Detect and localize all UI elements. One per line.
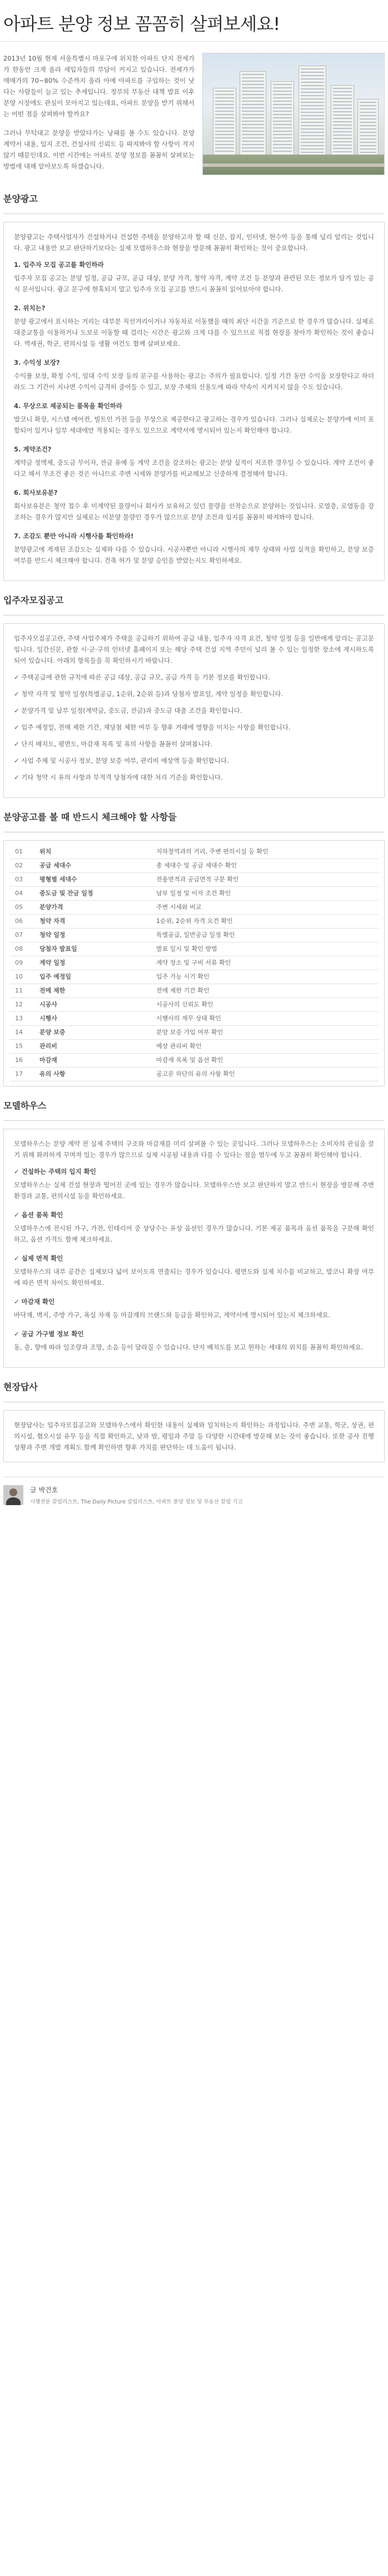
row-item: 위치 bbox=[34, 845, 151, 859]
intro-paragraph: 2013년 10월 현재 서울특별시 마포구에 위치한 아파트 단지 전세가가 한동안 크게 올라 세입자들의 부담이 커지고 있습니다. 전세가가 매매가의 70~80% 수준까지 올라 아예 아파트를 구입하는 것이 낫다는 사람들이 늘고 있는 추세입니다. 정부의 부동산 대책 발표 이후 분양 시장에도 관심이 모아지고 있는데요, 아파트 분양을 받기 위해서는 어떤 점을 살펴봐야 할까요? bbox=[3, 54, 195, 118]
section-notice bbox=[3, 593, 385, 798]
list-item: ✓ 청약 자격 및 청약 일정(특별공급, 1순위, 2순위 등)과 당첨자 발표일, 계약 일정을 확인합니다. bbox=[14, 690, 283, 698]
table-row bbox=[9, 1040, 379, 1054]
table-row bbox=[9, 970, 379, 984]
row-number: 15 bbox=[9, 1040, 34, 1054]
answer-text: 회사보유분은 청약 접수 후 미계약된 물량이나 회사가 보유하고 있던 물량을 선착순으로 분양하는 것입니다. 로열층, 로열동을 강조하는 경우가 많지만 실제로는 미분양 물량인 경우가 많으므로 분양 조건과 입지를 꼼꼼히 따져봐야 합니다. bbox=[14, 502, 374, 521]
author-bio: 시행전문 칼럼리스트, The Daily Picture 칼럼리스트, 아파트 분양 정보 및 부동산 칼럼 기고 bbox=[30, 1499, 243, 1505]
row-desc: 납부 일정 및 이자 조건 확인 bbox=[151, 887, 379, 901]
section-lead: 입주자모집공고란, 주택 사업주체가 주택을 공급하기 위하여 공급 내용, 입주자 자격 요건, 청약 일정 등을 일반에게 알리는 공고문입니다. 일간신문, 관할 시·군·구의 인터넷 홈페이지 또는 해당 주택 건설 지역 주민이 널리 볼 수 있는 일정한 장소에 게시하도록 되어 있습니다. 아래의 항목들을 꼭 확인하시기 바랍니다. bbox=[14, 634, 374, 664]
apartment-photo bbox=[202, 53, 385, 175]
list-item: ✓ 단지 배치도, 평면도, 마감재 목록 및 유의 사항을 꼼꼼히 살펴봅니다. bbox=[14, 740, 213, 748]
question-heading: ✓ 공급 가구별 정보 확인 bbox=[14, 1330, 84, 1338]
question-heading: ✓ 옵션 품목 확인 bbox=[14, 1211, 63, 1219]
row-item: 시행사 bbox=[34, 1012, 151, 1026]
answer-text: 바닥재, 벽지, 주방 가구, 욕실 자재 등 마감재의 브랜드와 등급을 확인하고, 계약서에 명시되어 있는지 체크하세요. bbox=[14, 1311, 331, 1319]
question-heading: 2. 위치는? bbox=[14, 304, 46, 312]
row-desc: 계약 장소 및 구비 서류 확인 bbox=[151, 956, 379, 970]
table-row bbox=[9, 984, 379, 998]
section-title: 현장답사 bbox=[3, 1382, 38, 1392]
author-box bbox=[3, 1477, 385, 1506]
section-box bbox=[3, 623, 385, 798]
table-row bbox=[9, 873, 379, 887]
row-item: 중도금 및 잔금 일정 bbox=[34, 887, 151, 901]
table-row bbox=[9, 1068, 379, 1081]
row-item: 시공사 bbox=[34, 998, 151, 1012]
table-row bbox=[9, 887, 379, 901]
row-number: 16 bbox=[9, 1054, 34, 1068]
section-model-house bbox=[3, 1099, 385, 1368]
table-row bbox=[9, 901, 379, 915]
answer-text: 모델하우스는 실제 건설 현장과 떨어진 곳에 있는 경우가 많습니다. 모델하우스만 보고 판단하지 말고 반드시 현장을 방문해 주변 환경과 교통, 편의시설 등을 확인하세요. bbox=[14, 1181, 374, 1200]
row-number: 13 bbox=[9, 1012, 34, 1026]
question-heading: 3. 수익성 보장? bbox=[14, 359, 60, 366]
section-lead: 모델하우스는 분양 계약 전 실제 주택의 구조와 마감재를 미리 살펴볼 수 있는 곳입니다. 그러나 모델하우스는 소비자의 관심을 끌기 위해 화려하게 꾸며져 있는 경우가 많으므로 실제 시공될 내용과 다를 수 있다는 점을 염두에 두고 꼼꼼히 확인해야 합니다. bbox=[14, 1140, 374, 1159]
row-item: 당첨자 발표일 bbox=[34, 942, 151, 956]
question-heading: 1. 입주자 모집 공고를 확인하라 bbox=[14, 261, 104, 269]
row-number: 05 bbox=[9, 901, 34, 915]
row-desc: 특별공급, 일반공급 일정 확인 bbox=[151, 929, 379, 942]
table-row bbox=[9, 1054, 379, 1068]
intro bbox=[0, 53, 388, 180]
question-heading: ✓ 건설하는 주택의 입지 확인 bbox=[14, 1168, 96, 1175]
question-heading: ✓ 실제 면적 확인 bbox=[14, 1254, 63, 1262]
row-item: 청약 자격 bbox=[34, 915, 151, 929]
answer-text: 계약금 정액제, 중도금 무이자, 잔금 유예 등 계약 조건을 강조하는 광고는 분양 실적이 저조한 경우일 수 있습니다. 계약 조건이 좋다고 해서 무조건 좋은 것은 아니므로 주변 시세와 분양가를 비교해보고 신중하게 결정해야 합니다. bbox=[14, 459, 374, 478]
row-number: 10 bbox=[9, 970, 34, 984]
row-item: 전매 제한 bbox=[34, 984, 151, 998]
row-number: 17 bbox=[9, 1068, 34, 1081]
row-desc: 발표 일시 및 확인 방법 bbox=[151, 942, 379, 956]
answer-text: 동, 층, 향에 따라 일조량과 조망, 소음 등이 달라질 수 있습니다. 단지 배치도를 보고 원하는 세대의 위치를 꼼꼼히 확인하세요. bbox=[14, 1343, 364, 1351]
row-desc: 시행사의 재무 상태 확인 bbox=[151, 1012, 379, 1026]
answer-text: 모델하우스에 전시된 가구, 가전, 인테리어 중 상당수는 유상 옵션인 경우가 많습니다. 기본 제공 품목과 옵션 품목을 구분해 확인하고, 옵션 가격도 함께 체크하세요. bbox=[14, 1224, 374, 1243]
section-lead: 현장답사는 입주자모집공고와 모델하우스에서 확인한 내용이 실제와 일치하는지 확인하는 과정입니다. 주변 교통, 학군, 상권, 편의시설, 혐오시설 유무 등을 직접 확인하고, 낮과 밤, 평일과 주말 등 다양한 시간대에 방문해 보는 것이 좋습니다. 또한 공사 진행 상황과 주변 개발 계획도 함께 확인하면 향후 가치를 판단하는 데 도움이 됩니다. bbox=[14, 1421, 374, 1451]
list-item: ✓ 기타 청약 시 유의 사항과 부적격 당첨자에 대한 처리 기준을 확인합니다. bbox=[14, 773, 223, 781]
section-box bbox=[3, 840, 385, 1086]
row-item: 관리비 bbox=[34, 1040, 151, 1054]
question-heading: 5. 계약조건? bbox=[14, 445, 52, 453]
row-desc: 예상 관리비 확인 bbox=[151, 1040, 379, 1054]
row-number: 14 bbox=[9, 1026, 34, 1040]
row-item: 계약 일정 bbox=[34, 956, 151, 970]
table-row bbox=[9, 1026, 379, 1040]
title-divider bbox=[0, 41, 388, 42]
question-heading: 7. 조감도 뿐만 아니라 시행사를 확인하라! bbox=[14, 532, 134, 540]
row-item: 분양가격 bbox=[34, 901, 151, 915]
list-item: ✓ 사업 주체 및 시공사 정보, 분양 보증 여부, 관리비 예상액 등을 확인합니다. bbox=[14, 757, 229, 765]
list-item: ✓ 입주 예정일, 전매 제한 기간, 재당첨 제한 여부 등 향후 거래에 영향을 미치는 사항을 확인합니다. bbox=[14, 723, 291, 731]
page-title: 아파트 분양 정보 꼼꼼히 살펴보세요! bbox=[3, 13, 280, 34]
section-title: 분양광고 bbox=[3, 193, 38, 204]
row-number: 07 bbox=[9, 929, 34, 942]
row-desc: 1순위, 2순위 자격 요건 확인 bbox=[151, 915, 379, 929]
question-heading: 6. 회사보유분? bbox=[14, 489, 58, 497]
answer-text: 발코니 확장, 시스템 에어컨, 빌트인 가전 등을 무상으로 제공한다고 광고하는 경우가 있습니다. 그러나 실제로는 분양가에 이미 포함되어 있거나 일부 세대에만 적용되는 경우도 있으므로 계약서에 명시되어 있는지 확인해야 합니다. bbox=[14, 415, 374, 434]
section-lead: 분양광고는 주택사업자가 건설하거나 건설한 주택을 분양하고자 할 때 신문, 잡지, 인터넷, 현수막 등을 통해 널리 알리는 것입니다. 광고 내용만 보고 판단하기보다는 실제 모델하우스와 현장을 방문해 꼼꼼히 확인하는 것이 중요합니다. bbox=[14, 233, 374, 252]
row-desc: 공고문 하단의 유의 사항 확인 bbox=[151, 1068, 379, 1081]
table-row bbox=[9, 1012, 379, 1026]
section-box bbox=[3, 222, 385, 581]
row-item: 공급 세대수 bbox=[34, 859, 151, 873]
row-number: 06 bbox=[9, 915, 34, 929]
section-divider bbox=[3, 1120, 385, 1121]
row-number: 03 bbox=[9, 873, 34, 887]
intro-paragraph: 그러나 무턱대고 분양을 받았다가는 낭패를 볼 수도 있습니다. 분양 계약서 내용, 입지 조건, 건설사의 신뢰도 등 따져봐야 할 사항이 적지 않기 때문인데요. 이번 시간에는 아파트 분양 정보를 꼼꼼히 살펴보는 방법에 대해 알아보도록 하겠습니다. bbox=[3, 129, 195, 170]
answer-text: 분양광고에 게재된 조감도는 실제와 다를 수 있습니다. 시공사뿐만 아니라 시행사의 재무 상태와 사업 실적을 확인하고, 분양 보증 여부를 반드시 체크해야 합니다. 건축 허가 및 분양 승인을 받았는지도 확인하세요. bbox=[14, 545, 374, 564]
answer-text: 모델하우스의 내부 공간은 실제보다 넓어 보이도록 연출되는 경우가 있습니다. 평면도와 실제 치수를 비교하고, 발코니 확장 여부에 따른 면적 차이도 확인하세요. bbox=[14, 1268, 374, 1287]
row-number: 09 bbox=[9, 956, 34, 970]
row-number: 08 bbox=[9, 942, 34, 956]
table-row bbox=[9, 998, 379, 1012]
section-checklist bbox=[3, 810, 385, 1086]
table-row bbox=[9, 929, 379, 942]
row-desc: 마감재 목록 및 옵션 확인 bbox=[151, 1054, 379, 1068]
section-box bbox=[3, 1129, 385, 1368]
section-divider bbox=[3, 615, 385, 616]
row-item: 분양 보증 bbox=[34, 1026, 151, 1040]
row-desc: 총 세대수 및 공급 세대수 확인 bbox=[151, 859, 379, 873]
question-heading: 4. 무상으로 제공되는 품목을 확인하라 bbox=[14, 402, 123, 410]
row-desc: 지하철역과의 거리, 주변 편의시설 등 확인 bbox=[151, 845, 379, 859]
list-item: ✓ 분양가격 및 납부 일정(계약금, 중도금, 잔금)과 중도금 대출 조건을 확인합니다. bbox=[14, 707, 242, 714]
list-item: ✓ 주택공급에 관한 규칙에 따른 공급 대상, 공급 규모, 공급 가격 등 기본 정보를 확인합니다. bbox=[14, 673, 270, 681]
question-heading: ✓ 마감재 확인 bbox=[14, 1298, 55, 1306]
row-item: 청약 일정 bbox=[34, 929, 151, 942]
row-number: 11 bbox=[9, 984, 34, 998]
table-row bbox=[9, 915, 379, 929]
answer-text: 입주자 모집 공고는 분양 일정, 공급 규모, 공급 대상, 분양 가격, 청약 자격, 계약 조건 등 분양과 관련된 모든 정보가 담겨 있는 공식 문서입니다. 광고 문구에 현혹되지 말고 입주자 모집 공고를 반드시 꼼꼼히 읽어보아야 합니다. bbox=[14, 274, 374, 293]
row-number: 12 bbox=[9, 998, 34, 1012]
section-box bbox=[3, 1410, 385, 1462]
section-title: 입주자모집공고 bbox=[3, 595, 64, 605]
row-desc: 시공사의 신뢰도 확인 bbox=[151, 998, 379, 1012]
checklist-table bbox=[9, 845, 379, 1081]
section-site-visit bbox=[3, 1380, 385, 1462]
row-number: 01 bbox=[9, 845, 34, 859]
row-item: 입주 예정일 bbox=[34, 970, 151, 984]
answer-text: 수익률 보장, 확정 수익, 임대 수익 보장 등의 문구를 사용하는 광고는 주의가 필요합니다. 일정 기간 동안 수익을 보장한다고 하더라도 그 기간이 지나면 수익이 급격히 줄어들 수 있고, 보장 주체의 신용도에 따라 약속이 지켜지지 않을 수도 있습니다. bbox=[14, 372, 374, 391]
section-ad bbox=[3, 192, 385, 581]
table-row bbox=[9, 845, 379, 859]
intro-text bbox=[3, 53, 195, 180]
row-item: 마감재 bbox=[34, 1054, 151, 1068]
row-number: 02 bbox=[9, 859, 34, 873]
row-item: 평형별 세대수 bbox=[34, 873, 151, 887]
row-desc: 전용면적과 공급면적 구분 확인 bbox=[151, 873, 379, 887]
answer-text: 분양 광고에서 표시하는 거리는 대부분 직선거리이거나 자동차로 이동했을 때의 최단 시간을 기준으로 한 경우가 많습니다. 실제로 대중교통을 이용하거나 도보로 이동할 때 걸리는 시간은 광고와 크게 다를 수 있으므로 직접 현장을 찾아가 확인하는 것이 좋습니다. 역세권, 학군, 편의시설 등 생활 여건도 함께 살펴보세요. bbox=[14, 317, 374, 348]
table-row bbox=[9, 956, 379, 970]
section-title: 모델하우스 bbox=[3, 1100, 47, 1111]
table-row bbox=[9, 859, 379, 873]
row-desc: 입주 가능 시기 확인 bbox=[151, 970, 379, 984]
row-item: 유의 사항 bbox=[34, 1068, 151, 1081]
row-desc: 전매 제한 기간 확인 bbox=[151, 984, 379, 998]
author-name: 글 박건호 bbox=[30, 1486, 58, 1494]
table-row bbox=[9, 942, 379, 956]
row-number: 04 bbox=[9, 887, 34, 901]
row-desc: 주변 시세와 비교 bbox=[151, 901, 379, 915]
row-desc: 분양 보증 가입 여부 확인 bbox=[151, 1026, 379, 1040]
avatar bbox=[3, 1485, 23, 1505]
section-title: 분양공고를 볼 때 반드시 체크해야 할 사항들 bbox=[3, 812, 177, 822]
